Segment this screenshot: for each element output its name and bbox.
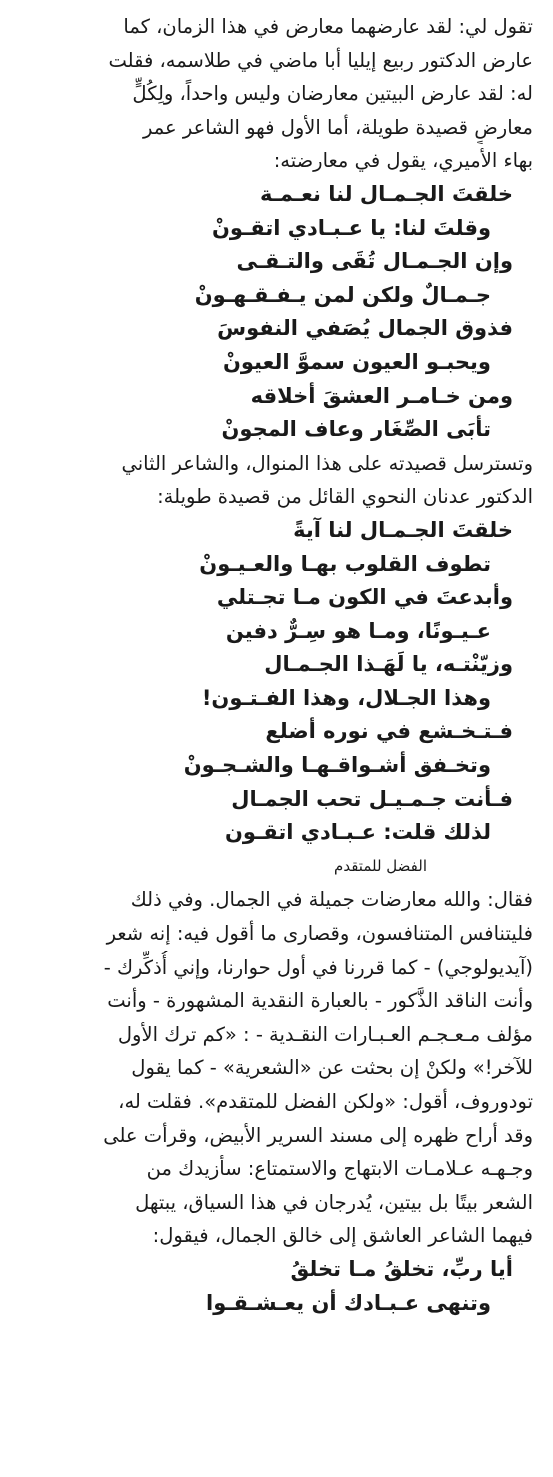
poem-closing	[12, 1253, 533, 1320]
text-line: فليتنافس المتنافسون، وقصارى ما أقول فيه: إنه شعر	[106, 922, 533, 946]
poem-verse-first-half: خلقتَ الجـمـال لنا نعـمـة	[260, 181, 513, 206]
text-line: الدكتور عدنان النحوي القائل من قصيدة طويلة:	[157, 485, 533, 509]
poem-verse-second-half: ويحبـو العيون سموَّ العيونْ	[222, 349, 491, 374]
poem-verse-first-half: فـتـخـشع في نوره أضلع	[265, 719, 513, 744]
text-line: عارض الدكتور ربيع إيليا أبا ماضي في طلاسمه، فقلت	[108, 48, 533, 72]
quote-fragment: الفضل للمتقدم	[334, 856, 427, 875]
poem-verse-second-half: وتخـفق أشـواقـهـا والشـجـونْ	[183, 753, 491, 778]
poem-verse-first-half: أيا ربِّ، تخلقُ مـا تخلقُ	[290, 1256, 513, 1281]
text-line: وجـهـه عـلامـات الابتهاج والاستمتاع: سأزيدك من	[146, 1157, 533, 1181]
text-line: للآخر!» ولكنْ إن بحثت عن «الشعرية» - كما يقول	[131, 1056, 533, 1080]
text-line: فقال: والله معارضات جميلة في الجمال. وفي ذلك	[130, 888, 533, 912]
intro-paragraph	[12, 10, 533, 178]
poem-verse-first-half: وأبدعتَ في الكون مـا تجـتلي	[216, 585, 513, 610]
poem-verse-first-half: فذوق الجمال يُصَفي النفوسَ	[217, 316, 513, 341]
text-line: تودوروف، أقول: «ولكن الفضل للمتقدم». فقلت له،	[118, 1090, 533, 1113]
text-line: وأنت الناقد الذَّكور - بالعبارة النقدية المشهورة - وأنت	[107, 989, 533, 1013]
poem-verse-second-half: جـمـالٌ ولكن لمن يـفـقـهـونْ	[194, 282, 491, 307]
outro-paragraph	[12, 883, 533, 1253]
poem-verse-first-half: خلقتَ الجـمـال لنا آيةً	[293, 517, 513, 542]
poem-verse-first-half: فـأنت جـمـيـل تحب الجمـال	[231, 786, 513, 811]
text-line: وتسترسل قصيدته على هذا المنوال، والشاعر الثاني	[121, 451, 533, 475]
text-line: مؤلف مـعـجـم العـبـارات النقـدية - : «كم ترك الأول	[117, 1022, 533, 1046]
text-line: فيهما الشاعر العاشق إلى خالق الجمال، فيقول:	[152, 1224, 533, 1248]
text-line: بهاء الأميري، يقول في معارضته:	[273, 149, 533, 173]
poem-verse-first-half: وزيّنْتـه، يا لَهَـذا الجـمـال	[264, 652, 513, 677]
middle-paragraph	[12, 447, 533, 514]
poem-amiri	[12, 178, 533, 447]
text-line: له: لقد عارض البيتين معارضان وليس واحداً، ولِكُلٍّ	[132, 82, 533, 106]
text-line: معارضٍ قصيدة طويلة، أما الأول فهو الشاعر عمر	[142, 115, 533, 139]
poem-verse-second-half: وهذا الجـلال، وهذا الفـتـون!	[201, 685, 491, 710]
poem-verse-second-half: وقلتَ لنا: يا عـبـادي اتقـونْ	[211, 215, 491, 240]
poem-verse-second-half: عـيـونًا، ومـا هو سِـرٌّ دفين	[225, 618, 491, 643]
text-line: وقد أراح ظهره إلى مسند السرير الأبيض، وقرأت على	[103, 1123, 533, 1147]
poem-nahwi	[12, 514, 533, 850]
text-line: الشعر بيتًا بل بيتين، يُدرجان في هذا السياق، يبتهل	[135, 1190, 533, 1214]
text-line: تقول لي: لقد عارضهما معارض في هذا الزمان، كما	[123, 15, 533, 38]
poem-verse-first-half: وإن الجـمـال تُقَى والتـقـى	[236, 249, 513, 274]
text-line: (آيديولوجي) - كما قررنا في أول حوارنا، وإني أُذكِّرك -	[103, 955, 533, 979]
poem-verse-first-half: ومن خـامـر العشقَ أخلاقه	[250, 383, 513, 408]
poem-verse-second-half: تأبَى الصِّغَار وعاف المجونْ	[221, 417, 491, 442]
poem-verse-second-half: تطوف القلوب بهـا والعـيـونْ	[199, 551, 491, 576]
poem-verse-second-half: وتنهى عـبـادك أن يعـشـقـوا	[206, 1290, 491, 1315]
poem-verse-second-half: لذلك قلت: عـبـادي اتقـون	[225, 820, 491, 845]
